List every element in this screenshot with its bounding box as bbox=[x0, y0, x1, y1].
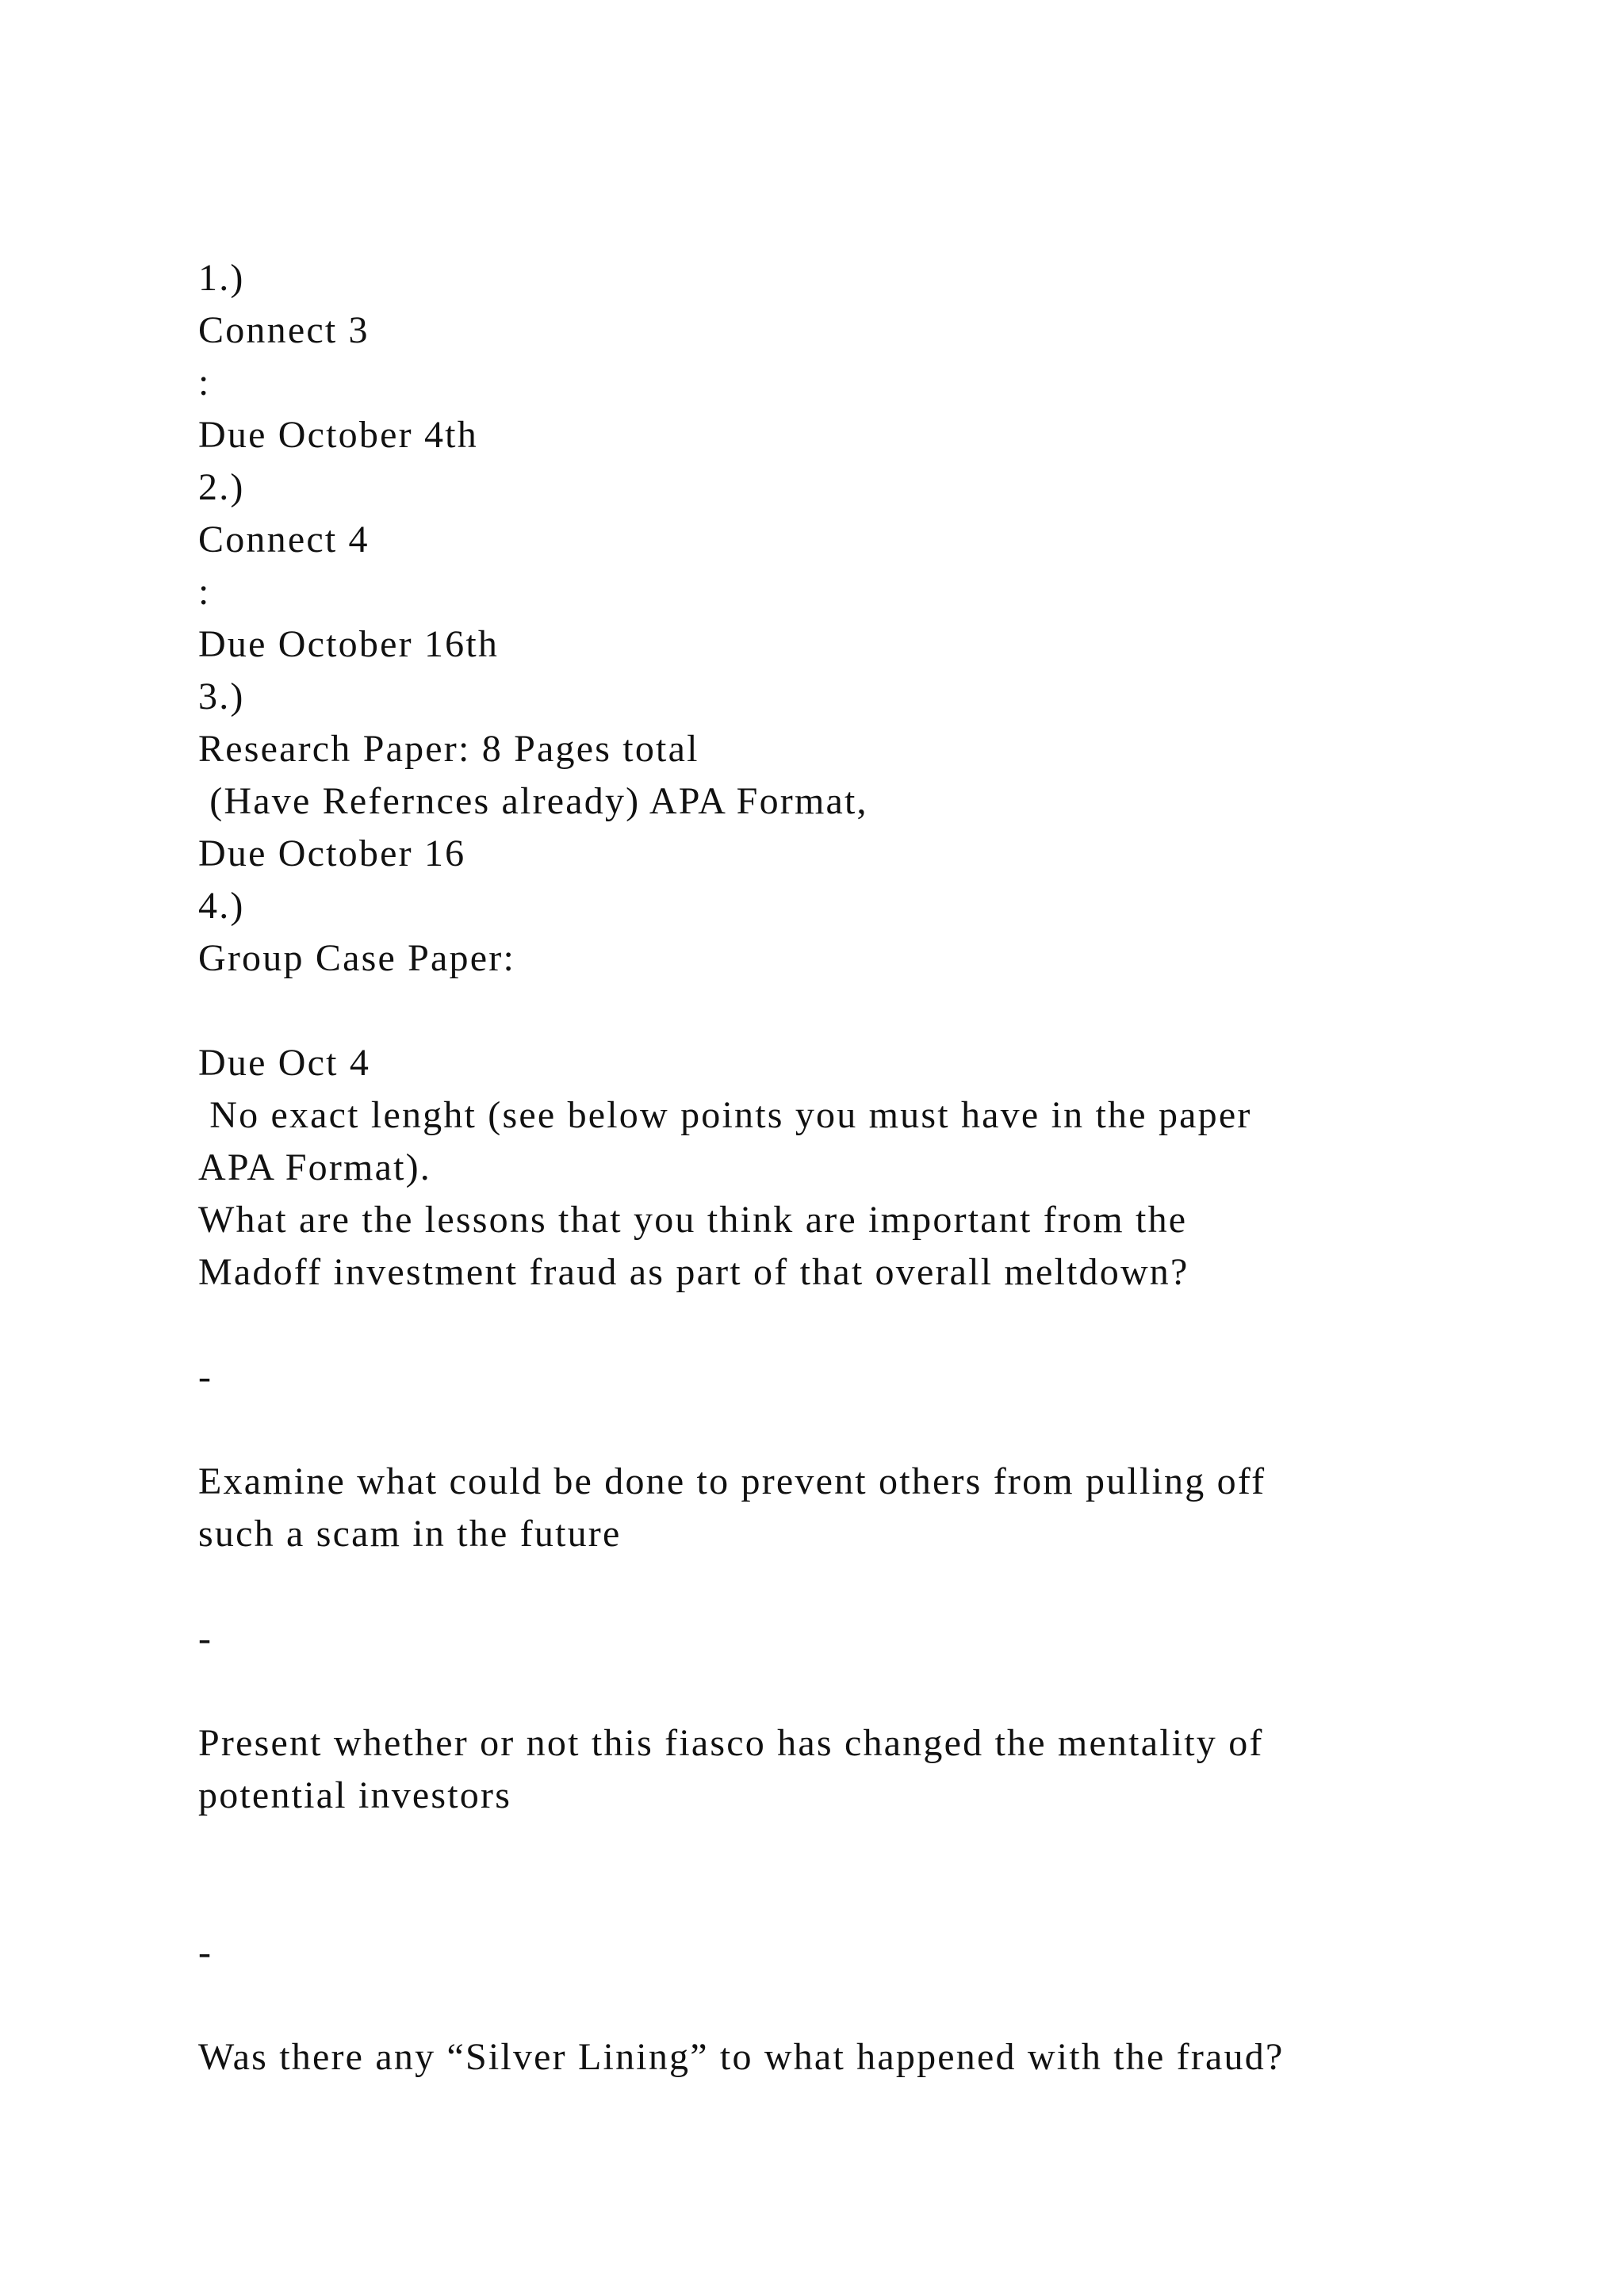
group-case-paper-title: Group Case Paper: bbox=[198, 937, 515, 979]
document-body bbox=[198, 252, 1546, 2084]
point-prevention: Examine what could be done to prevent others from pulling off bbox=[198, 1460, 1266, 1502]
length-note-continued: APA Format). bbox=[198, 1146, 432, 1188]
item-number-1: 1.) bbox=[198, 257, 245, 299]
length-note: No exact lenght (see below points you must have in the paper bbox=[198, 1094, 1252, 1136]
blank-line bbox=[198, 1979, 1546, 2031]
blank-line bbox=[198, 1560, 1546, 1613]
question-lessons-continued: Madoff investment fraud as part of that overall meltdown? bbox=[198, 1251, 1189, 1293]
point-investor-mentality-continued: potential investors bbox=[198, 1774, 512, 1816]
item-number-2: 2.) bbox=[198, 466, 245, 508]
point-investor-mentality: Present whether or not this fiasco has changed the mentality of bbox=[198, 1722, 1264, 1764]
item-number-3: 3.) bbox=[198, 675, 245, 718]
group-case-paper-due-date: Due Oct 4 bbox=[198, 1042, 371, 1084]
blank-line bbox=[198, 985, 1546, 1037]
bullet-dash: - bbox=[198, 1931, 213, 1973]
separator-colon: : bbox=[198, 571, 211, 613]
connect-3-title: Connect 3 bbox=[198, 309, 370, 351]
point-silver-lining: Was there any “Silver Lining” to what happened with the fraud? bbox=[198, 2036, 1285, 2078]
research-paper-title: Research Paper: 8 Pages total bbox=[198, 728, 699, 770]
research-paper-due-date: Due October 16 bbox=[198, 832, 466, 874]
blank-line bbox=[198, 1665, 1546, 1717]
bullet-dash: - bbox=[198, 1356, 213, 1398]
blank-line bbox=[198, 1403, 1546, 1456]
connect-4-title: Connect 4 bbox=[198, 519, 370, 561]
blank-line bbox=[198, 1299, 1546, 1351]
connect-4-due-date: Due October 16th bbox=[198, 623, 500, 665]
point-prevention-continued: such a scam in the future bbox=[198, 1513, 622, 1555]
blank-line bbox=[198, 1822, 1546, 1874]
research-paper-note: (Have Refernces already) APA Format, bbox=[198, 780, 868, 822]
separator-colon: : bbox=[198, 362, 211, 404]
item-number-4: 4.) bbox=[198, 885, 245, 927]
question-lessons: What are the lessons that you think are important from the bbox=[198, 1199, 1188, 1241]
connect-3-due-date: Due October 4th bbox=[198, 414, 478, 456]
bullet-dash: - bbox=[198, 1617, 213, 1659]
blank-line bbox=[198, 1874, 1546, 1927]
